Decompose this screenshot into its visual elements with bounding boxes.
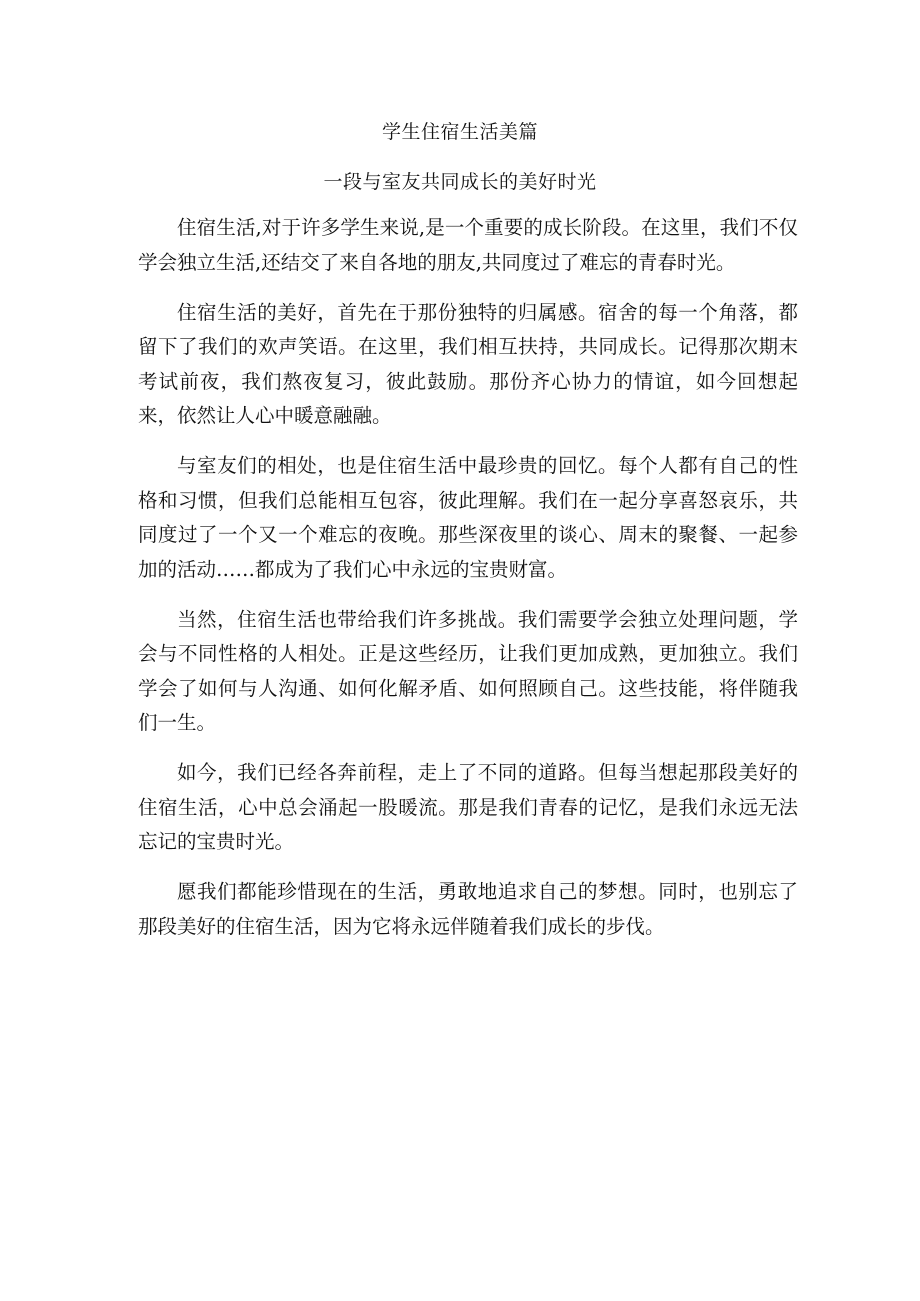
- paragraph-6: 愿我们都能珍惜现在的生活，勇敢地追求自己的梦想。同时，也别忘了那段美好的住宿生活，因为它将永远伴随着我们成长的步伐。: [138, 880, 798, 938]
- paragraph-2: 住宿生活的美好，首先在于那份独特的归属感。宿舍的每一个角落，都留下了我们的欢声笑语。在这里，我们相互扶持，共同成长。记得那次期末考试前夜，我们熬夜复习，彼此鼓励。那份齐心协力的情谊，如今回想起来，依然让人心中暖意融融。: [138, 300, 798, 427]
- paragraph-4: 当然，住宿生活也带给我们许多挑战。我们需要学会独立处理问题，学会与不同性格的人相处。正是这些经历，让我们更加成熟，更加独立。我们学会了如何与人沟通、如何化解矛盾、如何照顾自己。这些技能，将伴随我们一生。: [138, 607, 798, 734]
- document-subtitle: 一段与室友共同成长的美好时光: [323, 171, 597, 193]
- paragraph-1: 住宿生活,对于许多学生来说,是一个重要的成长阶段。在这里，我们不仅学会独立生活,还结交了来自各地的朋友,共同度过了难忘的青春时光。: [138, 216, 798, 274]
- document-title: 学生住宿生活美篇: [381, 121, 538, 143]
- paragraph-3: 与室友们的相处，也是住宿生活中最珍贵的回忆。每个人都有自己的性格和习惯，但我们总能相互包容，彼此理解。我们在一起分享喜怒哀乐，共同度过了一个又一个难忘的夜晚。那些深夜里的谈心、周末的聚餐、一起参加的活动……都成为了我们心中永远的宝贵财富。: [138, 454, 798, 581]
- paragraph-5: 如今，我们已经各奔前程，走上了不同的道路。但每当想起那段美好的住宿生活，心中总会涌起一股暖流。那是我们青春的记忆，是我们永远无法忘记的宝贵时光。: [138, 761, 798, 853]
- document-body: [138, 211, 798, 960]
